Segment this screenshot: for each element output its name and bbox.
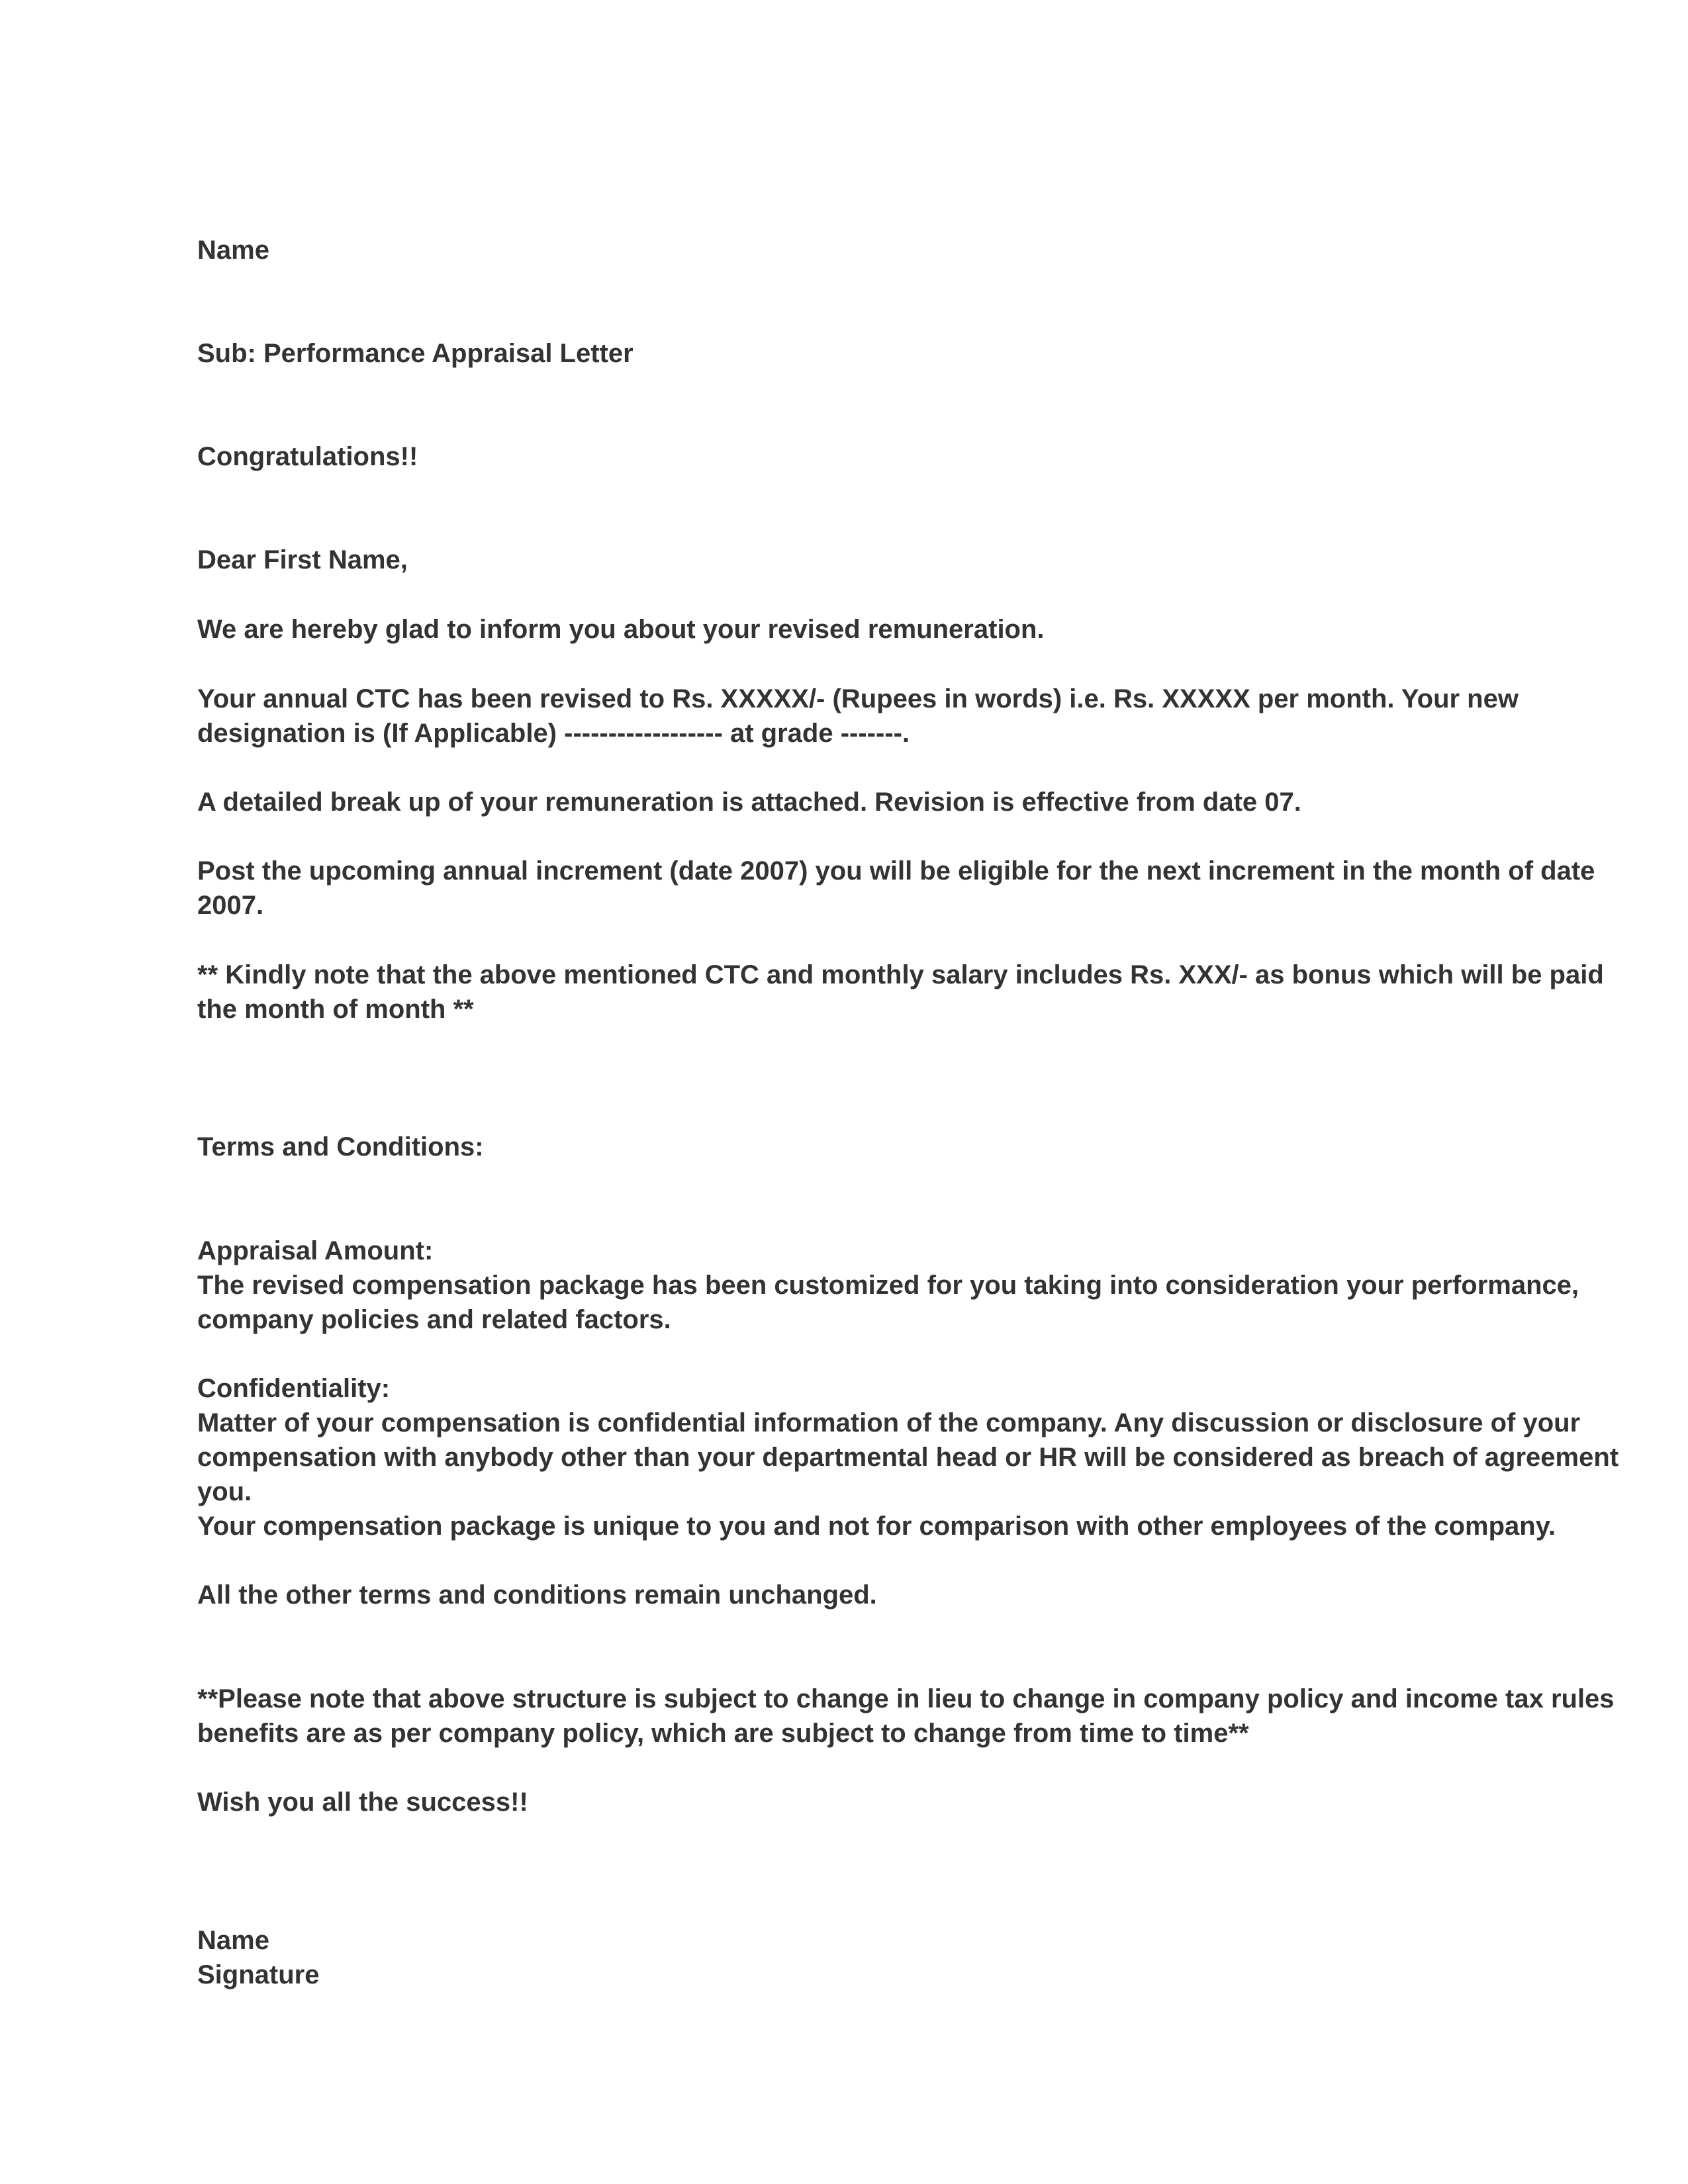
appraisal-paragraph-line-2: company policies and related factors. xyxy=(197,1305,671,1334)
sender-name: Name xyxy=(197,1926,269,1955)
increment-paragraph-line-1: Post the upcoming annual increment (date 2007) you will be eligible for the next increment in the month of date xyxy=(197,856,1595,886)
confidentiality-heading: Confidentiality: xyxy=(197,1374,391,1403)
intro-paragraph: We are hereby glad to inform you about your revised remuneration. xyxy=(197,615,1045,644)
bonus-note-line-2: the month of month ** xyxy=(197,995,474,1024)
appraisal-paragraph-line-1: The revised compensation package has been customized for you taking into consideration your performance, xyxy=(197,1271,1579,1300)
confidentiality-line-3: you. xyxy=(197,1477,252,1506)
confidentiality-line-4: Your compensation package is unique to you and not for comparison with other employees of the company. xyxy=(197,1512,1556,1541)
policy-note-line-2: benefits are as per company policy, which are subject to change from time to time** xyxy=(197,1719,1249,1748)
appraisal-heading: Appraisal Amount: xyxy=(197,1236,434,1265)
confidentiality-line-1: Matter of your compensation is confidential information of the company. Any discussion or disclosure of your xyxy=(197,1408,1581,1437)
breakup-paragraph: A detailed break up of your remuneration is attached. Revision is effective from date 07. xyxy=(197,788,1301,817)
increment-paragraph-line-2: 2007. xyxy=(197,891,264,920)
other-terms-line: All the other terms and conditions remain unchanged. xyxy=(197,1580,877,1610)
recipient-name: Name xyxy=(197,236,269,265)
salutation: Dear First Name, xyxy=(197,545,408,574)
congratulations-line: Congratulations!! xyxy=(197,442,418,471)
ctc-paragraph-line-2: designation is (If Applicable) ------------------ at grade -------. xyxy=(197,719,910,748)
closing-line: Wish you all the success!! xyxy=(197,1788,528,1817)
policy-note-line-1: **Please note that above structure is subject to change in lieu to change in company policy and income tax rules xyxy=(197,1684,1615,1713)
signature-label: Signature xyxy=(197,1960,320,1989)
ctc-paragraph-line-1: Your annual CTC has been revised to Rs. XXXXX/- (Rupees in words) i.e. Rs. XXXXX per month. Your new xyxy=(197,684,1519,713)
confidentiality-line-2: compensation with anybody other than your departmental head or HR will be considered as breach of agreement xyxy=(197,1443,1619,1472)
bonus-note-line-1: ** Kindly note that the above mentioned CTC and monthly salary includes Rs. XXX/- as bonus which will be paid xyxy=(197,960,1604,989)
terms-heading: Terms and Conditions: xyxy=(197,1132,484,1161)
subject-line: Sub: Performance Appraisal Letter xyxy=(197,339,633,368)
